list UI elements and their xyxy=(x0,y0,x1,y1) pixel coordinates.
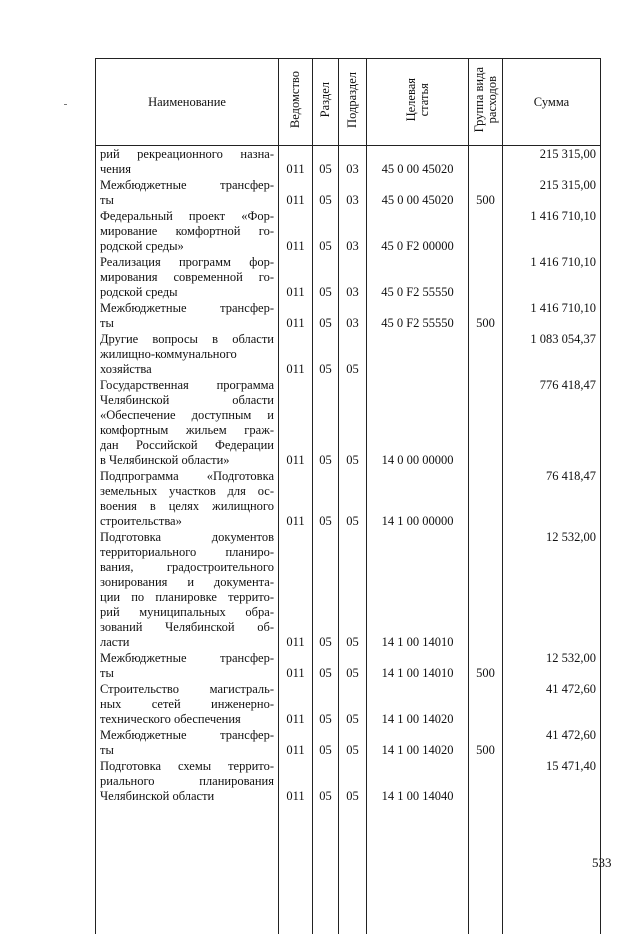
row-podrazdel: 03 xyxy=(339,162,366,177)
row-name-line: Подпрограмма «Подготовка xyxy=(96,469,278,484)
row-summa: 1 083 054,37 xyxy=(503,332,596,347)
row-name-line: Реализация программ фор- xyxy=(96,255,278,270)
row-vedomstvo: 011 xyxy=(279,635,312,650)
row-name-line: хозяйства xyxy=(96,362,278,377)
row-name-line: Подготовка документов xyxy=(96,530,278,545)
row-vedomstvo: 011 xyxy=(279,239,312,254)
row-razdel: 05 xyxy=(313,162,338,177)
row-name-line: рий муниципальных обра- xyxy=(96,605,278,620)
row-name-line: Межбюджетные трансфер- xyxy=(96,301,278,316)
header-celevaya-line1: Целевая xyxy=(404,78,418,121)
row-razdel: 05 xyxy=(313,666,338,681)
row-razdel: 05 xyxy=(313,362,338,377)
row-vedomstvo: 011 xyxy=(279,193,312,208)
row-name-line: родской среды xyxy=(96,285,278,300)
row-celevaya-statya: 14 1 00 14010 xyxy=(367,635,468,650)
row-name-line: ты xyxy=(96,743,278,758)
col-podr-cell xyxy=(339,146,367,934)
table-body xyxy=(96,146,601,934)
col-sum-cell xyxy=(503,146,601,934)
row-vedomstvo: 011 xyxy=(279,285,312,300)
header-gruppa-vida-rashodov xyxy=(469,59,503,146)
row-podrazdel: 03 xyxy=(339,316,366,331)
row-name-line: Межбюджетные трансфер- xyxy=(96,178,278,193)
row-name-block xyxy=(96,728,278,758)
row-razdel: 05 xyxy=(313,193,338,208)
row-podrazdel: 05 xyxy=(339,789,366,804)
row-name-line: Подготовка схемы террито- xyxy=(96,759,278,774)
row-name-line: рий рекреационного назна- xyxy=(96,147,278,162)
row-name-line: зований Челябинской об- xyxy=(96,620,278,635)
header-gruppa-line1: Группа вида xyxy=(472,67,486,132)
row-name-line: дан Российской Федерации xyxy=(96,438,278,453)
row-name-line: Челябинской области xyxy=(96,393,278,408)
header-celevaya-statya xyxy=(367,59,469,146)
row-name-block xyxy=(96,530,278,650)
row-podrazdel: 03 xyxy=(339,193,366,208)
row-podrazdel: 05 xyxy=(339,666,366,681)
row-name-line: земельных участков для ос- xyxy=(96,484,278,499)
row-gruppa xyxy=(469,239,502,254)
row-gruppa xyxy=(469,789,502,804)
row-name-line: чения xyxy=(96,162,278,177)
row-name-line: Челябинской области xyxy=(96,789,278,804)
table-header-row xyxy=(96,59,601,146)
row-vedomstvo: 011 xyxy=(279,666,312,681)
row-razdel: 05 xyxy=(313,743,338,758)
row-razdel: 05 xyxy=(313,712,338,727)
row-name-line: вания, градостроительного xyxy=(96,560,278,575)
row-name-line: строительства» xyxy=(96,514,278,529)
header-razdel: Раздел xyxy=(313,59,339,146)
row-podrazdel: 05 xyxy=(339,362,366,377)
row-podrazdel: 05 xyxy=(339,743,366,758)
header-gruppa-line2: расходов xyxy=(485,76,499,123)
row-name-block xyxy=(96,301,278,331)
row-name-line: территориального планиро- xyxy=(96,545,278,560)
row-name-line: ции по планировке террито- xyxy=(96,590,278,605)
row-celevaya-statya xyxy=(367,362,468,377)
row-razdel: 05 xyxy=(313,316,338,331)
col-cel-cell xyxy=(367,146,469,934)
row-podrazdel: 03 xyxy=(339,239,366,254)
row-celevaya-statya: 14 1 00 14010 xyxy=(367,666,468,681)
row-name-line: ты xyxy=(96,666,278,681)
row-name-line: Федеральный проект «Фор- xyxy=(96,209,278,224)
row-celevaya-statya: 45 0 00 45020 xyxy=(367,162,468,177)
row-name-line: в Челябинской области» xyxy=(96,453,278,468)
row-name-line: мирование комфортной го- xyxy=(96,224,278,239)
row-name-block xyxy=(96,147,278,177)
header-podrazdel: Подраздел xyxy=(339,59,367,146)
row-vedomstvo: 011 xyxy=(279,743,312,758)
row-gruppa xyxy=(469,635,502,650)
col-name-cell xyxy=(96,146,279,934)
row-gruppa: 500 xyxy=(469,743,502,758)
row-name-line: воения в целях жилищного xyxy=(96,499,278,514)
row-razdel: 05 xyxy=(313,453,338,468)
row-podrazdel: 05 xyxy=(339,514,366,529)
row-celevaya-statya: 45 0 F2 55550 xyxy=(367,316,468,331)
row-name-line: Строительство магистраль- xyxy=(96,682,278,697)
row-podrazdel: 03 xyxy=(339,285,366,300)
row-name-line: мирования современной го- xyxy=(96,270,278,285)
row-celevaya-statya: 14 0 00 00000 xyxy=(367,453,468,468)
row-name-block xyxy=(96,255,278,300)
row-podrazdel: 05 xyxy=(339,712,366,727)
row-celevaya-statya: 14 1 00 14020 xyxy=(367,712,468,727)
row-summa: 1 416 710,10 xyxy=(503,301,596,316)
budget-table xyxy=(95,58,601,934)
row-gruppa: 500 xyxy=(469,193,502,208)
row-name-line: ных сетей инженерно- xyxy=(96,697,278,712)
row-summa: 15 471,40 xyxy=(503,759,596,774)
row-name-line: Другие вопросы в области xyxy=(96,332,278,347)
row-razdel: 05 xyxy=(313,635,338,650)
col-ved-cell xyxy=(279,146,313,934)
row-gruppa xyxy=(469,514,502,529)
row-gruppa xyxy=(469,162,502,177)
row-vedomstvo: 011 xyxy=(279,789,312,804)
row-razdel: 05 xyxy=(313,514,338,529)
row-gruppa: 500 xyxy=(469,316,502,331)
row-summa: 215 315,00 xyxy=(503,178,596,193)
row-vedomstvo: 011 xyxy=(279,362,312,377)
row-gruppa xyxy=(469,285,502,300)
row-gruppa xyxy=(469,362,502,377)
row-razdel: 05 xyxy=(313,789,338,804)
margin-mark xyxy=(64,104,67,105)
row-name-line: технического обеспечения xyxy=(96,712,278,727)
page-number: 533 xyxy=(592,855,612,871)
row-name-block xyxy=(96,378,278,468)
row-summa: 76 418,47 xyxy=(503,469,596,484)
row-vedomstvo: 011 xyxy=(279,514,312,529)
row-celevaya-statya: 14 1 00 00000 xyxy=(367,514,468,529)
row-razdel: 05 xyxy=(313,239,338,254)
row-name-line: риального планирования xyxy=(96,774,278,789)
row-podrazdel: 05 xyxy=(339,635,366,650)
row-name-line: жилищно-коммунального xyxy=(96,347,278,362)
row-razdel: 05 xyxy=(313,285,338,300)
row-celevaya-statya: 14 1 00 14020 xyxy=(367,743,468,758)
row-name-line: ты xyxy=(96,193,278,208)
row-celevaya-statya: 45 0 F2 00000 xyxy=(367,239,468,254)
row-vedomstvo: 011 xyxy=(279,162,312,177)
header-name: Наименование xyxy=(96,59,279,146)
row-summa: 776 418,47 xyxy=(503,378,596,393)
row-name-line: зонирования и документа- xyxy=(96,575,278,590)
row-name-block xyxy=(96,759,278,804)
row-summa: 1 416 710,10 xyxy=(503,255,596,270)
row-name-line: родской среды» xyxy=(96,239,278,254)
row-name-block xyxy=(96,209,278,254)
row-vedomstvo: 011 xyxy=(279,316,312,331)
row-name-line: ты xyxy=(96,316,278,331)
row-vedomstvo: 011 xyxy=(279,712,312,727)
row-gruppa xyxy=(469,453,502,468)
row-summa: 41 472,60 xyxy=(503,682,596,697)
row-summa: 215 315,00 xyxy=(503,147,596,162)
row-name-line: Межбюджетные трансфер- xyxy=(96,651,278,666)
header-summa: Сумма xyxy=(503,59,601,146)
header-celevaya-line2: статья xyxy=(417,83,431,116)
row-celevaya-statya: 14 1 00 14040 xyxy=(367,789,468,804)
row-celevaya-statya: 45 0 F2 55550 xyxy=(367,285,468,300)
row-name-block xyxy=(96,178,278,208)
row-summa: 12 532,00 xyxy=(503,530,596,545)
row-summa: 41 472,60 xyxy=(503,728,596,743)
row-gruppa xyxy=(469,712,502,727)
row-name-line: ласти xyxy=(96,635,278,650)
row-celevaya-statya: 45 0 00 45020 xyxy=(367,193,468,208)
row-name-block xyxy=(96,682,278,727)
row-name-line: комфортным жильем граж- xyxy=(96,423,278,438)
row-summa: 1 416 710,10 xyxy=(503,209,596,224)
row-name-line: Государственная программа xyxy=(96,378,278,393)
row-name-block xyxy=(96,469,278,529)
row-summa: 12 532,00 xyxy=(503,651,596,666)
row-name-line: Межбюджетные трансфер- xyxy=(96,728,278,743)
row-podrazdel: 05 xyxy=(339,453,366,468)
col-grp-cell xyxy=(469,146,503,934)
row-gruppa: 500 xyxy=(469,666,502,681)
header-vedomstvo: Ведомство xyxy=(279,59,313,146)
col-razd-cell xyxy=(313,146,339,934)
row-vedomstvo: 011 xyxy=(279,453,312,468)
row-name-line: «Обеспечение доступным и xyxy=(96,408,278,423)
row-name-block xyxy=(96,332,278,377)
row-name-block xyxy=(96,651,278,681)
